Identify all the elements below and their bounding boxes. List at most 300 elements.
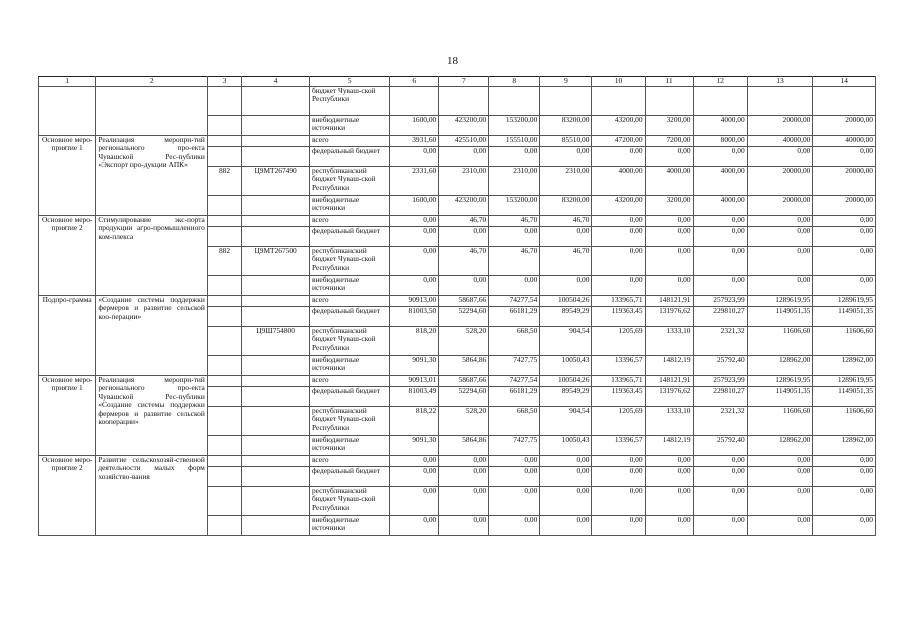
amount-cell: 0,00 [592, 487, 645, 516]
amount-cell: 47200,00 [592, 136, 645, 147]
amount-cell: 10050,43 [540, 356, 592, 376]
responsible-code [207, 327, 241, 356]
amount-cell: 528,20 [439, 407, 489, 436]
amount-cell: 58687,66 [439, 296, 489, 307]
responsible-code [207, 227, 241, 247]
amount-cell: 2321,32 [693, 407, 747, 436]
amount-cell: 1149051,35 [747, 387, 813, 407]
amount-cell: 1333,10 [645, 407, 693, 436]
amount-cell: 20000,00 [747, 116, 813, 136]
budget-code [242, 307, 310, 327]
amount-cell: 128962,00 [747, 436, 813, 456]
amount-cell: 0,00 [489, 516, 540, 536]
funding-source: внебюджетные источники [309, 516, 389, 536]
table-row [39, 376, 876, 387]
budget-code [242, 227, 310, 247]
amount-cell: 11606,60 [747, 327, 813, 356]
funding-source: всего [309, 456, 389, 467]
amount-cell: 0,00 [390, 276, 439, 296]
amount-cell: 153200,00 [489, 116, 540, 136]
amount-cell: 13396,57 [592, 356, 645, 376]
column-header: 7 [439, 77, 489, 87]
amount-cell: 0,00 [813, 216, 876, 227]
amount-cell: 148121,91 [645, 296, 693, 307]
amount-cell: 148121,91 [645, 376, 693, 387]
amount-cell: 0,00 [747, 456, 813, 467]
amount-cell: 1289619,95 [813, 376, 876, 387]
responsible-code [207, 436, 241, 456]
amount-cell [693, 87, 747, 116]
amount-cell: 0,00 [439, 227, 489, 247]
responsible-code [207, 136, 241, 147]
amount-cell [747, 87, 813, 116]
amount-cell: 0,00 [540, 276, 592, 296]
amount-cell: 0,00 [645, 247, 693, 276]
amount-cell: 0,00 [439, 467, 489, 487]
amount-cell: 0,00 [813, 147, 876, 167]
amount-cell: 0,00 [489, 147, 540, 167]
amount-cell: 0,00 [813, 276, 876, 296]
amount-cell: 119363,45 [592, 307, 645, 327]
amount-cell: 423200,00 [439, 196, 489, 216]
amount-cell: 257923,99 [693, 296, 747, 307]
funding-source: республиканский бюджет Чуваш-ской Республики [309, 247, 389, 276]
amount-cell: 46,70 [540, 247, 592, 276]
amount-cell: 229810,27 [693, 307, 747, 327]
amount-cell: 11606,60 [813, 407, 876, 436]
amount-cell: 1205,69 [592, 407, 645, 436]
amount-cell: 46,70 [540, 216, 592, 227]
activity-type: Основное меро-приятие 1 [39, 136, 96, 216]
amount-cell: 904,54 [540, 327, 592, 356]
budget-code [242, 387, 310, 407]
funding-source: всего [309, 216, 389, 227]
amount-cell: 100504,26 [540, 376, 592, 387]
responsible-code: 882 [207, 167, 241, 196]
amount-cell: 0,00 [645, 516, 693, 536]
activity-type: Основное меро-приятие 2 [39, 216, 96, 296]
amount-cell: 0,00 [540, 516, 592, 536]
column-header: 8 [489, 77, 540, 87]
amount-cell: 43200,00 [592, 116, 645, 136]
amount-cell: 3931,60 [390, 136, 439, 147]
responsible-code [207, 216, 241, 227]
activity-name [96, 87, 208, 136]
funding-source: республиканский бюджет Чуваш-ской Республики [309, 487, 389, 516]
responsible-code [207, 87, 241, 116]
funding-source: республиканский бюджет Чуваш-ской Республики [309, 327, 389, 356]
column-header: 1 [39, 77, 96, 87]
amount-cell: 3200,00 [645, 196, 693, 216]
column-header: 12 [693, 77, 747, 87]
amount-cell: 0,00 [592, 147, 645, 167]
budget-code [242, 87, 310, 116]
amount-cell: 0,00 [540, 456, 592, 467]
amount-cell: 3200,00 [645, 116, 693, 136]
amount-cell: 85510,00 [540, 136, 592, 147]
amount-cell: 0,00 [592, 516, 645, 536]
amount-cell: 20000,00 [747, 196, 813, 216]
amount-cell: 0,00 [813, 516, 876, 536]
amount-cell: 423200,00 [439, 116, 489, 136]
budget-code: Ц9МТ267490 [242, 167, 310, 196]
funding-source: федеральный бюджет [309, 227, 389, 247]
amount-cell: 1149051,35 [813, 387, 876, 407]
amount-cell: 818,20 [390, 327, 439, 356]
budget-code [242, 407, 310, 436]
amount-cell: 0,00 [813, 227, 876, 247]
amount-cell: 0,00 [390, 227, 439, 247]
amount-cell: 13396,57 [592, 436, 645, 456]
page-number: 18 [447, 55, 458, 67]
column-header: 5 [309, 77, 389, 87]
amount-cell: 89549,29 [540, 387, 592, 407]
amount-cell: 90913,01 [390, 376, 439, 387]
column-header: 10 [592, 77, 645, 87]
amount-cell: 7200,00 [645, 136, 693, 147]
amount-cell: 0,00 [540, 467, 592, 487]
responsible-code: 882 [207, 247, 241, 276]
activity-name: Реализация меропри-тий регионального про-екта Чувашской Рес-публики «Создание системы поддержки фермеров и развитие сельской кооперации» [96, 376, 208, 456]
amount-cell: 0,00 [540, 487, 592, 516]
amount-cell: 81003,50 [390, 307, 439, 327]
amount-cell: 0,00 [390, 456, 439, 467]
amount-cell: 0,00 [693, 247, 747, 276]
budget-code [242, 436, 310, 456]
amount-cell: 0,00 [439, 456, 489, 467]
amount-cell [540, 87, 592, 116]
amount-cell: 128962,00 [813, 436, 876, 456]
budget-code: Ц9МТ267500 [242, 247, 310, 276]
amount-cell: 668,50 [489, 327, 540, 356]
amount-cell: 2310,00 [439, 167, 489, 196]
amount-cell: 1289619,95 [813, 296, 876, 307]
funding-source: федеральный бюджет [309, 147, 389, 167]
amount-cell: 81003,49 [390, 387, 439, 407]
amount-cell: 66181,29 [489, 387, 540, 407]
amount-cell: 83200,00 [540, 116, 592, 136]
amount-cell: 11606,60 [813, 327, 876, 356]
amount-cell: 0,00 [813, 456, 876, 467]
funding-source: республиканский бюджет Чуваш-ской Республики [309, 407, 389, 436]
amount-cell: 66181,29 [489, 307, 540, 327]
amount-cell: 4000,00 [693, 116, 747, 136]
amount-cell: 1333,10 [645, 327, 693, 356]
amount-cell: 131976,62 [645, 387, 693, 407]
amount-cell: 0,00 [592, 216, 645, 227]
responsible-code [207, 376, 241, 387]
amount-cell: 0,00 [693, 227, 747, 247]
funding-source: внебюджетные источники [309, 196, 389, 216]
amount-cell: 1289619,95 [747, 376, 813, 387]
amount-cell: 668,50 [489, 407, 540, 436]
table-row [39, 456, 876, 467]
amount-cell: 0,00 [645, 487, 693, 516]
amount-cell: 0,00 [645, 467, 693, 487]
amount-cell: 74277,54 [489, 376, 540, 387]
amount-cell: 46,70 [489, 247, 540, 276]
amount-cell: 0,00 [747, 216, 813, 227]
amount-cell: 0,00 [747, 276, 813, 296]
table-row [39, 87, 876, 116]
amount-cell: 0,00 [439, 276, 489, 296]
amount-cell: 0,00 [645, 216, 693, 227]
amount-cell: 818,22 [390, 407, 439, 436]
budget-code [242, 216, 310, 227]
activity-type: Подпро-грамма [39, 296, 96, 376]
amount-cell: 4000,00 [693, 167, 747, 196]
funding-source: федеральный бюджет [309, 387, 389, 407]
funding-source: всего [309, 296, 389, 307]
column-header: 6 [390, 77, 439, 87]
amount-cell: 0,00 [489, 227, 540, 247]
amount-cell: 0,00 [645, 456, 693, 467]
amount-cell: 40000,00 [747, 136, 813, 147]
table-row [39, 216, 876, 227]
column-header: 2 [96, 77, 208, 87]
amount-cell: 58687,66 [439, 376, 489, 387]
amount-cell: 0,00 [540, 227, 592, 247]
responsible-code [207, 456, 241, 467]
amount-cell: 4000,00 [592, 167, 645, 196]
amount-cell: 0,00 [645, 147, 693, 167]
amount-cell: 1600,00 [390, 196, 439, 216]
amount-cell: 0,00 [747, 147, 813, 167]
responsible-code [207, 516, 241, 536]
amount-cell: 46,70 [439, 216, 489, 227]
amount-cell: 528,20 [439, 327, 489, 356]
amount-cell: 425510,00 [439, 136, 489, 147]
budget-code [242, 276, 310, 296]
amount-cell: 904,54 [540, 407, 592, 436]
amount-cell: 46,70 [439, 247, 489, 276]
funding-source: всего [309, 136, 389, 147]
funding-source: федеральный бюджет [309, 467, 389, 487]
amount-cell: 0,00 [390, 487, 439, 516]
responsible-code [207, 196, 241, 216]
amount-cell: 133965,71 [592, 296, 645, 307]
amount-cell: 4000,00 [645, 167, 693, 196]
amount-cell: 2310,00 [489, 167, 540, 196]
amount-cell: 20000,00 [747, 167, 813, 196]
table-row [39, 296, 876, 307]
amount-cell: 131976,62 [645, 307, 693, 327]
funding-source: республиканский бюджет Чуваш-ской Республики [309, 167, 389, 196]
budget-code [242, 467, 310, 487]
budget-code [242, 456, 310, 467]
responsible-code [207, 296, 241, 307]
amount-cell: 0,00 [813, 487, 876, 516]
responsible-code [207, 407, 241, 436]
amount-cell: 1205,69 [592, 327, 645, 356]
amount-cell: 25792,40 [693, 436, 747, 456]
amount-cell: 128962,00 [813, 356, 876, 376]
amount-cell: 0,00 [489, 487, 540, 516]
amount-cell: 11606,60 [747, 407, 813, 436]
amount-cell: 257923,99 [693, 376, 747, 387]
budget-code [242, 136, 310, 147]
amount-cell: 0,00 [439, 147, 489, 167]
amount-cell: 40000,00 [813, 136, 876, 147]
column-header: 9 [540, 77, 592, 87]
budget-table [38, 76, 876, 536]
amount-cell: 0,00 [813, 247, 876, 276]
funding-source: федеральный бюджет [309, 307, 389, 327]
amount-cell: 153200,00 [489, 196, 540, 216]
amount-cell: 0,00 [439, 487, 489, 516]
amount-cell: 43200,00 [592, 196, 645, 216]
amount-cell: 0,00 [693, 467, 747, 487]
table-row [39, 136, 876, 147]
amount-cell: 0,00 [489, 276, 540, 296]
amount-cell: 7427,75 [489, 356, 540, 376]
amount-cell: 4000,00 [693, 196, 747, 216]
amount-cell: 0,00 [747, 467, 813, 487]
amount-cell: 0,00 [592, 276, 645, 296]
amount-cell: 5864,86 [439, 436, 489, 456]
amount-cell: 14812,19 [645, 356, 693, 376]
budget-code [242, 516, 310, 536]
activity-name: Реализация меропри-тий регионального про-екта Чувашской Рес-публики «Экспорт про-дукции АПК» [96, 136, 208, 216]
column-header: 3 [207, 77, 241, 87]
amount-cell: 9091,30 [390, 436, 439, 456]
responsible-code [207, 387, 241, 407]
amount-cell: 2331,60 [390, 167, 439, 196]
amount-cell: 52294,60 [439, 387, 489, 407]
amount-cell: 14812,19 [645, 436, 693, 456]
amount-cell [592, 87, 645, 116]
responsible-code [207, 356, 241, 376]
amount-cell: 0,00 [489, 467, 540, 487]
amount-cell: 155510,00 [489, 136, 540, 147]
amount-cell: 8000,00 [693, 136, 747, 147]
amount-cell: 25792,40 [693, 356, 747, 376]
funding-source: внебюджетные источники [309, 276, 389, 296]
amount-cell: 0,00 [693, 216, 747, 227]
budget-code [242, 356, 310, 376]
amount-cell: 0,00 [645, 276, 693, 296]
responsible-code [207, 116, 241, 136]
amount-cell: 0,00 [747, 247, 813, 276]
amount-cell: 20000,00 [813, 196, 876, 216]
amount-cell: 0,00 [747, 227, 813, 247]
responsible-code [207, 276, 241, 296]
amount-cell: 89549,29 [540, 307, 592, 327]
activity-type: Основное меро-приятие 2 [39, 456, 96, 536]
amount-cell: 0,00 [540, 147, 592, 167]
activity-name: Развитие сельскохозяй-ственной деятельности малых форм хозяйство-вания [96, 456, 208, 536]
amount-cell [390, 87, 439, 116]
amount-cell: 128962,00 [747, 356, 813, 376]
funding-source: бюджет Чуваш-ской Республики [309, 87, 389, 116]
amount-cell: 0,00 [645, 227, 693, 247]
amount-cell: 1149051,35 [813, 307, 876, 327]
amount-cell: 1600,00 [390, 116, 439, 136]
amount-cell [813, 87, 876, 116]
amount-cell: 100504,26 [540, 296, 592, 307]
budget-code: Ц9Ш754800 [242, 327, 310, 356]
responsible-code [207, 147, 241, 167]
activity-name: «Создание системы поддержки фермеров и развитие сельской коо-перации» [96, 296, 208, 376]
amount-cell: 0,00 [693, 487, 747, 516]
amount-cell: 0,00 [390, 216, 439, 227]
amount-cell: 0,00 [592, 247, 645, 276]
amount-cell: 119363,45 [592, 387, 645, 407]
amount-cell: 0,00 [592, 456, 645, 467]
amount-cell: 0,00 [747, 516, 813, 536]
budget-code [242, 487, 310, 516]
table-body [39, 77, 876, 536]
amount-cell: 20000,00 [813, 116, 876, 136]
activity-name: Стимулирование экс-порта продукции агро-промышленного ком-плекса [96, 216, 208, 296]
amount-cell: 90913,00 [390, 296, 439, 307]
amount-cell: 7427,75 [489, 436, 540, 456]
amount-cell: 0,00 [390, 516, 439, 536]
amount-cell: 1149051,35 [747, 307, 813, 327]
column-header: 14 [813, 77, 876, 87]
budget-code [242, 116, 310, 136]
amount-cell: 0,00 [439, 516, 489, 536]
amount-cell: 133965,71 [592, 376, 645, 387]
amount-cell: 20000,00 [813, 167, 876, 196]
column-header: 4 [242, 77, 310, 87]
activity-type [39, 87, 96, 136]
amount-cell: 2310,00 [540, 167, 592, 196]
funding-source: внебюджетные источники [309, 436, 389, 456]
header-row [39, 77, 876, 87]
column-header: 13 [747, 77, 813, 87]
amount-cell: 0,00 [390, 247, 439, 276]
amount-cell: 0,00 [390, 467, 439, 487]
funding-source: внебюджетные источники [309, 116, 389, 136]
amount-cell: 0,00 [489, 456, 540, 467]
amount-cell: 1289619,95 [747, 296, 813, 307]
amount-cell: 52294,60 [439, 307, 489, 327]
amount-cell: 0,00 [693, 276, 747, 296]
funding-source: внебюджетные источники [309, 356, 389, 376]
amount-cell: 0,00 [693, 516, 747, 536]
amount-cell: 0,00 [747, 487, 813, 516]
amount-cell [645, 87, 693, 116]
amount-cell [489, 87, 540, 116]
amount-cell: 46,70 [489, 216, 540, 227]
amount-cell: 5864,86 [439, 356, 489, 376]
responsible-code [207, 467, 241, 487]
budget-code [242, 296, 310, 307]
activity-type: Основное меро-приятие 1 [39, 376, 96, 456]
amount-cell: 9091,30 [390, 356, 439, 376]
amount-cell: 0,00 [592, 227, 645, 247]
budget-code [242, 196, 310, 216]
amount-cell [439, 87, 489, 116]
amount-cell: 74277,54 [489, 296, 540, 307]
amount-cell: 0,00 [693, 147, 747, 167]
amount-cell: 83200,00 [540, 196, 592, 216]
budget-code [242, 147, 310, 167]
budget-code [242, 376, 310, 387]
responsible-code [207, 307, 241, 327]
amount-cell: 0,00 [693, 456, 747, 467]
amount-cell: 0,00 [813, 467, 876, 487]
amount-cell: 0,00 [390, 147, 439, 167]
amount-cell: 0,00 [592, 467, 645, 487]
amount-cell: 229810,27 [693, 387, 747, 407]
responsible-code [207, 487, 241, 516]
column-header: 11 [645, 77, 693, 87]
amount-cell: 10050,43 [540, 436, 592, 456]
amount-cell: 2321,32 [693, 327, 747, 356]
funding-source: всего [309, 376, 389, 387]
